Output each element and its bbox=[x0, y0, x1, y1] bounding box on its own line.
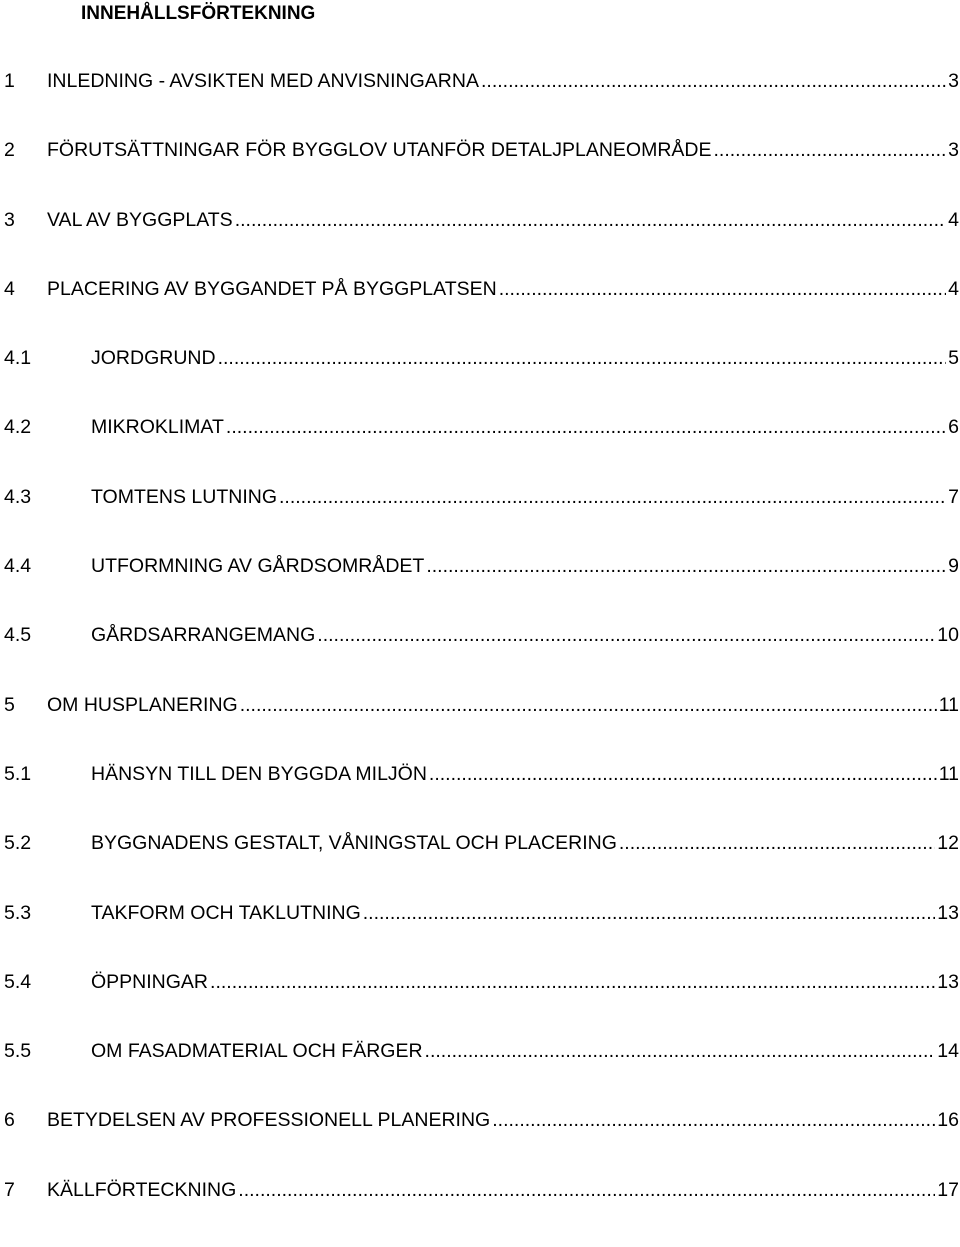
toc-entry-number: 4.5 bbox=[4, 624, 32, 647]
toc-entry-page-number: 3 bbox=[948, 70, 959, 92]
toc-dot-leader bbox=[426, 554, 946, 578]
toc-entry-title: FÖRUTSÄTTNINGAR FÖR BYGGLOV UTANFÖR DETALJPLANEOMRÅDE bbox=[47, 139, 712, 162]
toc-entry-title: TAKFORM OCH TAKLUTNING bbox=[91, 901, 361, 924]
toc-entry-title-row bbox=[47, 69, 959, 93]
toc-entry-page-number: 11 bbox=[938, 693, 959, 716]
toc-entry-title: HÄNSYN TILL DEN BYGGDA MILJÖN bbox=[91, 762, 427, 785]
toc-entry[interactable] bbox=[0, 1039, 960, 1108]
toc-entry-title-row bbox=[47, 693, 959, 717]
toc-entry[interactable] bbox=[0, 346, 960, 415]
toc-entry-title: OM HUSPLANERING bbox=[47, 693, 238, 716]
toc-entry-title: BYGGNADENS GESTALT, VÅNINGSTAL OCH PLACERING bbox=[91, 832, 617, 855]
toc-entry[interactable] bbox=[0, 623, 960, 692]
toc-entry-page-number: 10 bbox=[937, 624, 959, 647]
toc-entry-title-row bbox=[91, 346, 959, 370]
toc-dot-leader bbox=[210, 970, 935, 994]
toc-dot-leader bbox=[226, 415, 946, 439]
toc-entry-title: GÅRDSARRANGEMANG bbox=[91, 624, 316, 647]
toc-entry[interactable] bbox=[0, 277, 960, 346]
toc-entry-number: 5.4 bbox=[4, 970, 32, 993]
toc-dot-leader bbox=[279, 485, 946, 509]
toc-entry-page-number: 4 bbox=[948, 208, 959, 231]
toc-dot-leader bbox=[363, 901, 936, 925]
toc-entry-title: ÖPPNINGAR bbox=[91, 970, 209, 993]
toc-entry-number: 5 bbox=[4, 693, 15, 716]
toc-entry-title: MIKROKLIMAT bbox=[91, 416, 224, 439]
toc-dot-leader bbox=[429, 762, 937, 786]
toc-entry-title-row bbox=[91, 762, 959, 786]
toc-entry-page-number: 11 bbox=[938, 762, 959, 785]
toc-entry-page-number: 17 bbox=[937, 1178, 959, 1201]
toc-entry-number: 4.3 bbox=[4, 485, 32, 508]
toc-entry[interactable] bbox=[0, 415, 960, 484]
toc-entry-title: VAL AV BYGGPLATS bbox=[47, 208, 233, 231]
toc-entry-title-row bbox=[91, 901, 959, 925]
toc-entry-page-number: 3 bbox=[948, 139, 959, 162]
toc-entry-number: 1 bbox=[4, 70, 15, 92]
toc-entry-title-row bbox=[91, 1039, 959, 1063]
toc-entry-number: 5.5 bbox=[4, 1040, 32, 1063]
toc-entry-page-number: 13 bbox=[937, 901, 959, 924]
toc-entry-title-row bbox=[47, 1108, 959, 1132]
toc-entry-title: INLEDNING - AVSIKTEN MED ANVISNINGARNA bbox=[47, 70, 479, 92]
toc-entry-title: OM FASADMATERIAL OCH FÄRGER bbox=[91, 1040, 423, 1063]
toc-entry-title-row bbox=[91, 831, 959, 855]
toc-entry[interactable] bbox=[0, 208, 960, 277]
toc-dot-leader bbox=[481, 69, 946, 93]
toc-entry[interactable] bbox=[0, 485, 960, 554]
toc-entry[interactable] bbox=[0, 762, 960, 831]
toc-entry-number: 2 bbox=[4, 139, 15, 162]
toc-entry-title: UTFORMNING AV GÅRDSOMRÅDET bbox=[91, 555, 425, 578]
toc-entry-page-number: 9 bbox=[948, 555, 959, 578]
toc-entry-page-number: 4 bbox=[948, 277, 959, 300]
toc-entry-number: 4.4 bbox=[4, 555, 32, 578]
toc-entry-title-row bbox=[91, 485, 959, 509]
toc-entry[interactable] bbox=[0, 831, 960, 900]
toc-entry-title-row bbox=[47, 1178, 959, 1202]
toc-dot-leader bbox=[492, 1108, 935, 1132]
toc-entry-number: 5.1 bbox=[4, 762, 32, 785]
toc-entry-title-row bbox=[91, 623, 959, 647]
toc-entry-title: PLACERING AV BYGGANDET PÅ BYGGPLATSEN bbox=[47, 277, 497, 300]
toc-list bbox=[0, 69, 960, 1247]
toc-entry-title-row bbox=[91, 415, 959, 439]
toc-entry[interactable] bbox=[0, 693, 960, 762]
toc-entry-page-number: 6 bbox=[948, 416, 959, 439]
toc-entry-title: TOMTENS LUTNING bbox=[91, 485, 277, 508]
toc-entry[interactable] bbox=[0, 970, 960, 1039]
toc-entry-number: 6 bbox=[4, 1109, 15, 1132]
toc-dot-leader bbox=[714, 138, 947, 162]
toc-dot-leader bbox=[240, 693, 937, 717]
toc-entry[interactable] bbox=[0, 901, 960, 970]
toc-entry-number: 4 bbox=[4, 277, 15, 300]
toc-dot-leader bbox=[218, 346, 947, 370]
toc-entry[interactable] bbox=[0, 69, 960, 138]
toc-dot-leader bbox=[619, 831, 935, 855]
toc-dot-leader bbox=[425, 1039, 936, 1063]
toc-entry-page-number: 13 bbox=[937, 970, 959, 993]
toc-entry[interactable] bbox=[0, 138, 960, 207]
toc-entry-title: JORDGRUND bbox=[91, 347, 216, 370]
toc-entry-number: 4.1 bbox=[4, 347, 32, 370]
toc-entry-number: 3 bbox=[4, 208, 15, 231]
toc-entry-number: 5.2 bbox=[4, 832, 32, 855]
toc-entry-page-number: 14 bbox=[937, 1040, 959, 1063]
toc-heading: INNEHÅLLSFÖRTEKNING bbox=[81, 3, 316, 24]
toc-entry[interactable] bbox=[0, 554, 960, 623]
toc-dot-leader bbox=[317, 623, 935, 647]
toc-entry[interactable] bbox=[0, 1178, 960, 1247]
toc-dot-leader bbox=[499, 277, 946, 301]
toc-entry-title-row bbox=[47, 208, 959, 232]
toc-entry-title: KÄLLFÖRTECKNING bbox=[47, 1178, 237, 1201]
toc-entry-number: 4.2 bbox=[4, 416, 32, 439]
toc-entry-page-number: 12 bbox=[937, 832, 959, 855]
toc-entry[interactable] bbox=[0, 1108, 960, 1177]
toc-dot-leader bbox=[235, 208, 946, 232]
toc-entry-title-row bbox=[47, 277, 959, 301]
toc-entry-title-row bbox=[47, 138, 959, 162]
toc-entry-page-number: 7 bbox=[948, 485, 959, 508]
toc-entry-title-row bbox=[91, 970, 959, 994]
toc-dot-leader bbox=[238, 1178, 935, 1202]
toc-entry-number: 5.3 bbox=[4, 901, 32, 924]
toc-entry-page-number: 5 bbox=[948, 347, 959, 370]
toc-entry-title: BETYDELSEN AV PROFESSIONELL PLANERING bbox=[47, 1109, 491, 1132]
toc-entry-title-row bbox=[91, 554, 959, 578]
toc-entry-number: 7 bbox=[4, 1178, 15, 1201]
toc-entry-page-number: 16 bbox=[937, 1109, 959, 1132]
